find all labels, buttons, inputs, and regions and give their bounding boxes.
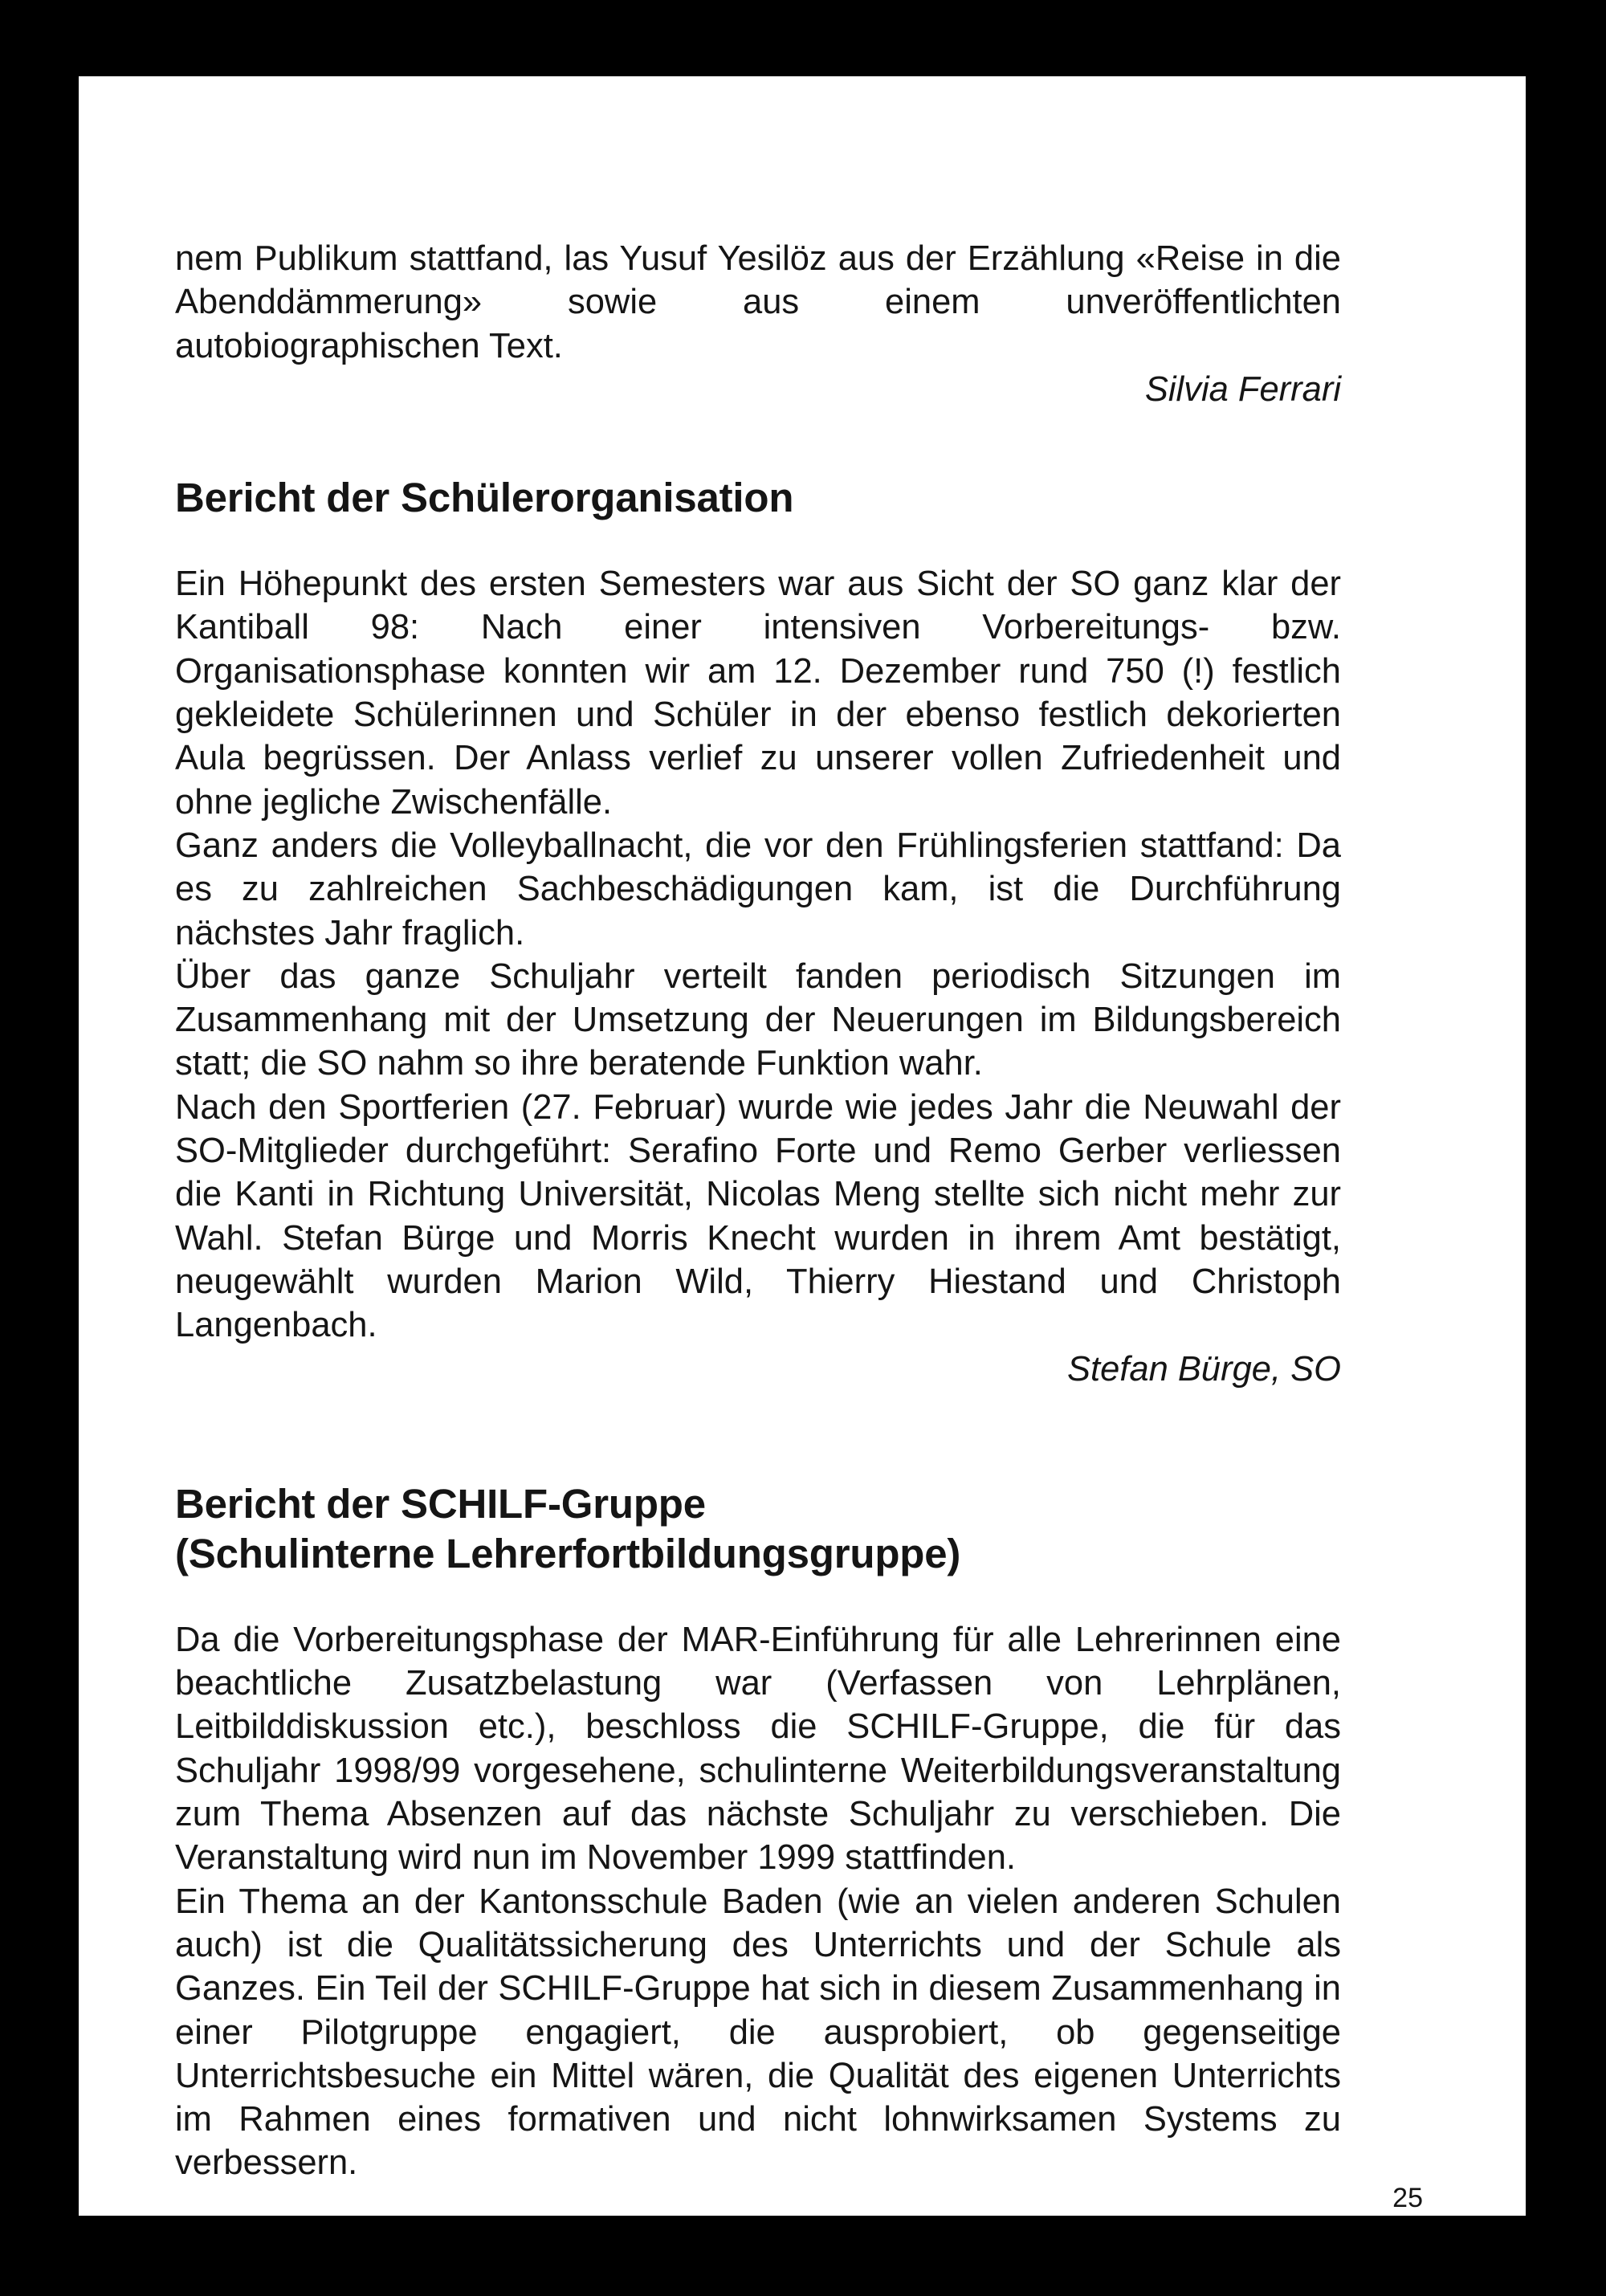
- document-page: [79, 76, 1526, 2216]
- section1-paragraph-3: Über das ganze Schuljahr verteilt fanden periodisch Sitzungen im Zusammenhang mit der Umsetzung der Neuerungen im Bildungsbereich statt; die SO nahm so ihre beratende Funktion wahr.: [175, 956, 1341, 1083]
- spacer: [175, 1391, 1341, 1479]
- page-content: [175, 237, 1341, 2185]
- spacer: [175, 523, 1341, 562]
- section1-signature: Stefan Bürge, SO: [1067, 1349, 1341, 1389]
- section1-paragraph-4: Nach den Sportferien (27. Februar) wurde wie jedes Jahr die Neuwahl der SO-Mitglieder durchgeführt: Serafino Forte und Remo Gerber verliessen die Kanti in Richtung Universität, Nicolas Meng stellte sich nicht mehr zur Wahl. Stefan Bürge und Morris Knecht wurden in ihrem Amt bestätigt, neugewählt wurden Marion Wild, Thierry Hiestand und Christoph Langenbach.: [175, 1087, 1341, 1345]
- section2-paragraph-2: Ein Thema an der Kantonsschule Baden (wie an vielen anderen Schulen auch) ist die Qualitätssicherung des Unterrichts und der Schule als Ganzes. Ein Teil der SCHILF-Gruppe hat sich in diesem Zusammenhang in einer Pilotgruppe engagiert, die ausprobiert, ob gegenseitige Unterrichtsbesuche ein Mittel wären, die Qualität des eigenen Unterrichts im Rahmen eines formativen und nicht lohnwirksamen Systems zu verbessern.: [175, 1882, 1341, 2183]
- spacer: [175, 1579, 1341, 1618]
- intro-signature: Silvia Ferrari: [1144, 369, 1341, 409]
- section1-paragraph-1: Ein Höhepunkt des ersten Semesters war aus Sicht der SO ganz klar der Kantiball 98: Nach einer intensiven Vorbereitungs- bzw. Organisationsphase konnten wir am 12. Dezember rund 750 (!) festlich gekleidete Schülerinnen und Schüler in der ebenso festlich dekorierten Aula begrüssen. Der Anlass verlief zu unserer vollen Zufriedenheit und ohne jegliche Zwischenfälle.: [175, 565, 1341, 822]
- spacer: [175, 411, 1341, 473]
- section2-paragraph-1: Da die Vorbereitungsphase der MAR-Einführung für alle Lehrerinnen eine beachtliche Zusatzbelastung war (Verfassen von Lehrplänen, Leitbilddiskussion etc.), beschloss die SCHILF-Gruppe, die für das Schuljahr 1998/99 vorgesehene, schulinterne Weiterbildungsveranstaltung zum Thema Absenzen auf das nächste Schuljahr zu verschieben. Die Veranstaltung wird nun im November 1999 stattfinden.: [175, 1620, 1341, 1878]
- section1-paragraph-2: Ganz anders die Volleyballnacht, die vor den Frühlingsferien stattfand: Da es zu zahlreichen Sachbeschädigungen kam, ist die Durchführung nächstes Jahr fraglich.: [175, 826, 1341, 952]
- intro-paragraph: nem Publikum stattfand, las Yusuf Yesilöz aus der Erzählung «Reise in die Abenddämmerung» sowie aus einem unveröffentlichten autobiographischen Text.: [175, 239, 1341, 365]
- section-heading-schilf-line2: (Schulinterne Lehrerfortbildungsgruppe): [175, 1530, 961, 1576]
- page-number: 25: [1392, 2183, 1423, 2213]
- section-heading-schuelerorganisation: Bericht der Schülerorganisation: [175, 475, 794, 521]
- section-heading-schilf-line1: Bericht der SCHILF-Gruppe: [175, 1480, 706, 1527]
